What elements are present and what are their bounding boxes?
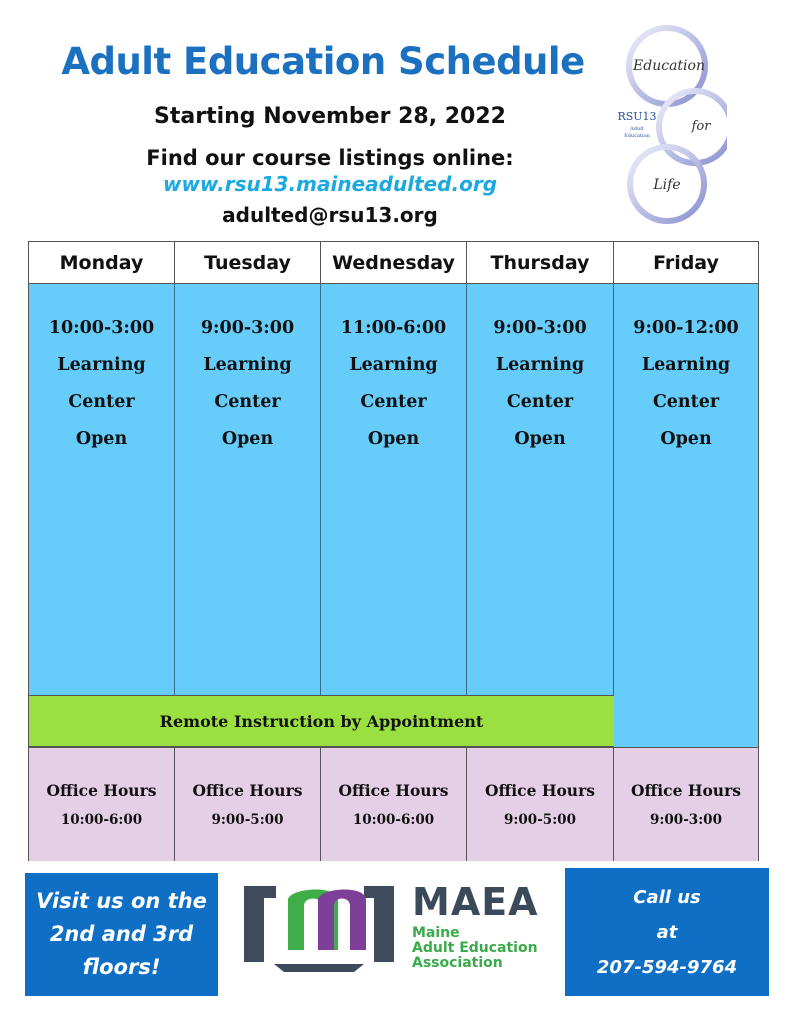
logo-word-life: Life [653, 177, 681, 193]
maea-sub-line2: Adult Education [412, 940, 538, 956]
call-us-box [565, 868, 769, 996]
logo-org-sub2: Education [624, 133, 650, 139]
day-header-friday: Friday [614, 242, 758, 283]
open-label-line2: Center [506, 392, 574, 412]
start-date: Starting November 28, 2022 [154, 104, 506, 129]
office-hours-monday [29, 747, 175, 861]
open-label-line1: Learning [641, 355, 731, 375]
day-header-tuesday: Tuesday [175, 242, 321, 283]
day-header-monday: Monday [29, 242, 175, 283]
open-label-line3: Open [221, 429, 274, 449]
day-cell-monday [29, 283, 175, 695]
office-hours-label: Office Hours [192, 781, 303, 800]
day-cell-tuesday [175, 283, 321, 695]
visit-line2: 2nd and 3rd [49, 922, 194, 946]
open-hours: 9:00-3:00 [493, 318, 587, 338]
logo-org-sub1: Adult [630, 126, 644, 132]
office-hours-friday [614, 747, 758, 861]
office-hours-label: Office Hours [46, 781, 157, 800]
day-header-thursday: Thursday [467, 242, 614, 283]
remote-instruction-bar: Remote Instruction by Appointment [29, 695, 614, 747]
open-label-line2: Center [68, 392, 135, 412]
open-label-line1: Learning [57, 355, 146, 375]
office-hours-time: 10:00-6:00 [352, 812, 435, 828]
call-line1: Call us [633, 887, 701, 908]
open-hours: 9:00-3:00 [200, 318, 295, 338]
open-label-line2: Center [652, 392, 720, 412]
office-hours-label: Office Hours [338, 781, 449, 800]
visit-line3: floors! [82, 955, 161, 979]
open-label-line3: Open [367, 429, 420, 449]
phone-number[interactable]: 207-594-9764 [596, 957, 738, 978]
page-title: Adult Education Schedule [61, 40, 585, 83]
office-hours-wednesday [321, 747, 467, 861]
maea-sub-line1: Maine [412, 925, 460, 941]
website-link[interactable]: www.rsu13.maineadulted.org [162, 172, 498, 196]
open-label-line2: Center [214, 392, 281, 412]
visit-us-box [25, 873, 218, 996]
open-label-line3: Open [75, 429, 128, 449]
open-hours: 9:00-12:00 [633, 318, 739, 338]
call-line2: at [656, 922, 678, 943]
email-address[interactable]: adulted@rsu13.org [222, 203, 438, 227]
office-hours-time: 9:00-5:00 [504, 812, 576, 828]
logo-word-education: Education [633, 58, 705, 74]
office-hours-label: Office Hours [485, 781, 595, 800]
day-cell-thursday [467, 283, 614, 695]
open-label-line1: Learning [349, 355, 438, 375]
open-label-line1: Learning [495, 355, 585, 375]
office-hours-time: 10:00-6:00 [60, 812, 143, 828]
open-label-line1: Learning [203, 355, 292, 375]
office-hours-time: 9:00-3:00 [650, 812, 722, 828]
office-hours-time: 9:00-5:00 [211, 812, 284, 828]
education-for-life-logo [617, 24, 727, 224]
day-cell-wednesday [321, 283, 467, 695]
open-label-line3: Open [660, 429, 712, 449]
schedule-table [28, 241, 759, 861]
course-listings-text: Find our course listings online: [146, 146, 514, 170]
maea-sub-line3: Association [412, 955, 503, 971]
maea-wordmark: MAEA [412, 880, 539, 924]
visit-line1: Visit us on the [36, 889, 207, 913]
office-hours-tuesday [175, 747, 321, 861]
open-label-line3: Open [514, 429, 566, 449]
open-hours: 11:00-6:00 [340, 318, 447, 338]
logo-word-for: for [691, 119, 711, 134]
day-cell-friday [614, 283, 758, 747]
day-header-wednesday: Wednesday [321, 242, 467, 283]
open-label-line2: Center [360, 392, 427, 412]
office-hours-label: Office Hours [631, 781, 741, 800]
open-hours: 10:00-3:00 [48, 318, 155, 338]
office-hours-thursday [467, 747, 614, 861]
logo-org: RSU13 [617, 110, 657, 123]
